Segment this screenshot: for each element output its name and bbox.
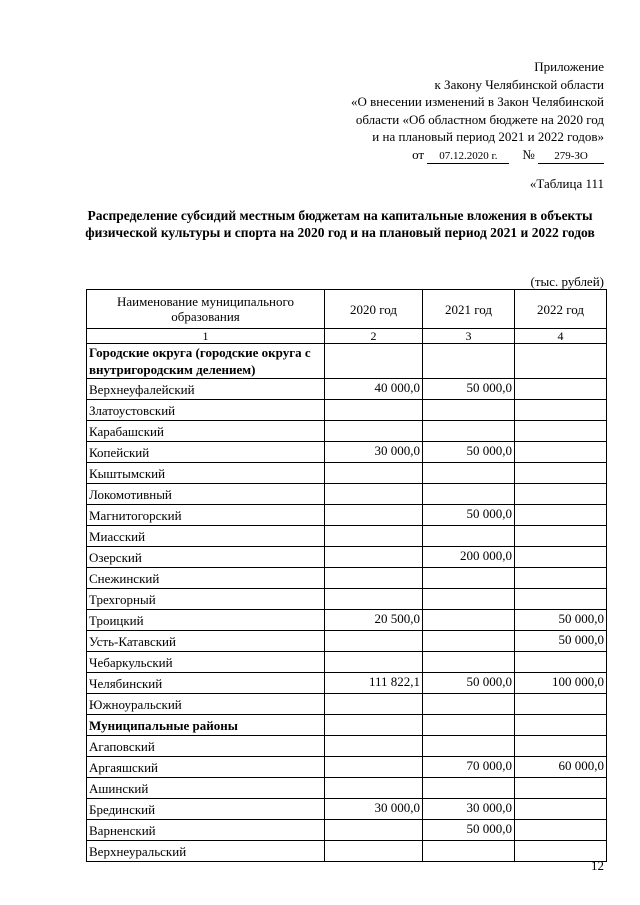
appendix-line: к Закону Челябинской области: [434, 76, 604, 92]
value-2022: [515, 379, 607, 400]
value-2020: 30 000,0: [325, 799, 423, 820]
municipality-name: Локомотивный: [87, 484, 325, 505]
municipality-name: Верхнеуральский: [87, 841, 325, 862]
value-2021: 50 000,0: [423, 379, 515, 400]
table-row: [87, 694, 607, 715]
value-2020: [325, 484, 423, 505]
number-label: №: [522, 146, 535, 162]
value-2022: [515, 547, 607, 568]
value-2020: [325, 631, 423, 652]
law-date: 07.12.2020 г.: [427, 150, 509, 164]
municipality-name: Ашинский: [87, 778, 325, 799]
value-2020: 111 822,1: [325, 673, 423, 694]
municipality-name: Верхнеуфалейский: [87, 379, 325, 400]
table-row: [87, 421, 607, 442]
value-2021: [423, 715, 515, 736]
value-2021: [423, 421, 515, 442]
value-2021: 30 000,0: [423, 799, 515, 820]
value-2022: [515, 799, 607, 820]
table-row: [87, 820, 607, 841]
column-number: 4: [515, 329, 607, 344]
table-row: [87, 841, 607, 862]
table-row: [87, 484, 607, 505]
column-number: 3: [423, 329, 515, 344]
value-2022: [515, 736, 607, 757]
value-2020: [325, 694, 423, 715]
municipality-name: Трехгорный: [87, 589, 325, 610]
value-2021: [423, 610, 515, 631]
municipality-name: Озерский: [87, 547, 325, 568]
units-label: (тыс. рублей): [530, 274, 604, 289]
value-2022: [515, 344, 607, 379]
value-2022: [515, 484, 607, 505]
value-2022: 100 000,0: [515, 673, 607, 694]
value-2020: 40 000,0: [325, 379, 423, 400]
value-2021: 50 000,0: [423, 442, 515, 463]
appendix-line: «О внесении изменений в Закон Челябинской: [350, 94, 604, 109]
appendix-line: Приложение: [534, 59, 604, 74]
value-2021: [423, 778, 515, 799]
value-2022: 50 000,0: [515, 631, 607, 652]
value-2022: [515, 589, 607, 610]
table-group-row: [87, 344, 607, 379]
table-row: [87, 652, 607, 673]
appendix-header: [274, 58, 604, 164]
table-row: [87, 757, 607, 778]
value-2020: [325, 526, 423, 547]
value-2020: [325, 589, 423, 610]
value-2022: [515, 652, 607, 673]
value-2021: [423, 694, 515, 715]
value-2021: [423, 484, 515, 505]
municipality-name: Троицкий: [87, 610, 325, 631]
value-2021: [423, 631, 515, 652]
value-2022: 50 000,0: [515, 610, 607, 631]
value-2020: [325, 652, 423, 673]
value-2020: [325, 344, 423, 379]
municipality-name: Копейский: [87, 442, 325, 463]
from-label: от: [412, 146, 425, 162]
table-row: [87, 547, 607, 568]
page-number: 12: [591, 858, 604, 873]
value-2020: 20 500,0: [325, 610, 423, 631]
value-2020: [325, 421, 423, 442]
municipality-name: Городские округа (городские округа с внутригородским делением): [87, 344, 325, 379]
municipality-name: Снежинский: [87, 568, 325, 589]
table-row: [87, 673, 607, 694]
value-2020: [325, 778, 423, 799]
table-row: [87, 799, 607, 820]
value-2020: 30 000,0: [325, 442, 423, 463]
value-2022: [515, 442, 607, 463]
table-row: [87, 400, 607, 421]
value-2020: [325, 715, 423, 736]
table-row: [87, 736, 607, 757]
value-2021: [423, 589, 515, 610]
municipality-name: Усть-Катавский: [87, 631, 325, 652]
table-row: [87, 631, 607, 652]
value-2022: 60 000,0: [515, 757, 607, 778]
value-2022: [515, 505, 607, 526]
column-number-row: [87, 329, 607, 344]
value-2020: [325, 757, 423, 778]
municipality-name: Магнитогорский: [87, 505, 325, 526]
value-2021: [423, 568, 515, 589]
value-2020: [325, 568, 423, 589]
value-2022: [515, 400, 607, 421]
value-2021: 70 000,0: [423, 757, 515, 778]
column-number: 1: [87, 329, 325, 344]
value-2021: 200 000,0: [423, 547, 515, 568]
municipality-name: Агаповский: [87, 736, 325, 757]
table-header-row: [87, 290, 607, 329]
value-2022: [515, 715, 607, 736]
value-2021: [423, 400, 515, 421]
value-2021: [423, 841, 515, 862]
value-2021: [423, 344, 515, 379]
table-row: [87, 463, 607, 484]
municipality-name: Карабашский: [87, 421, 325, 442]
value-2022: [515, 526, 607, 547]
table-row: [87, 379, 607, 400]
table-row: [87, 589, 607, 610]
value-2021: [423, 652, 515, 673]
value-2020: [325, 820, 423, 841]
value-2020: [325, 400, 423, 421]
value-2020: [325, 547, 423, 568]
value-2022: [515, 463, 607, 484]
document-title: Распределение субсидий местным бюджетам на капитальные вложения в объекты физической культуры и спорта на 2020 год и на плановый период 2021 и 2022 годов: [85, 208, 595, 240]
municipality-name: Муниципальные районы: [87, 715, 325, 736]
value-2021: [423, 736, 515, 757]
municipality-name: Челябинский: [87, 673, 325, 694]
value-2022: [515, 421, 607, 442]
table-row: [87, 442, 607, 463]
value-2020: [325, 736, 423, 757]
table-row: [87, 505, 607, 526]
value-2021: [423, 526, 515, 547]
municipality-name: Чебаркульский: [87, 652, 325, 673]
value-2020: [325, 505, 423, 526]
value-2020: [325, 841, 423, 862]
table-row: [87, 526, 607, 547]
municipality-name: Южноуральский: [87, 694, 325, 715]
value-2021: [423, 463, 515, 484]
table-group-row: [87, 715, 607, 736]
header-2022: 2022 год: [515, 290, 607, 329]
value-2021: 50 000,0: [423, 673, 515, 694]
municipality-name: Миасский: [87, 526, 325, 547]
law-number: 279-ЗО: [538, 150, 604, 164]
table-label: «Таблица 111: [529, 176, 604, 191]
municipality-name: Златоустовский: [87, 400, 325, 421]
appendix-line: и на плановый период 2021 и 2022 годов»: [372, 129, 604, 144]
municipality-name: Кыштымский: [87, 463, 325, 484]
header-municipality: Наименование муниципального образования: [87, 290, 325, 329]
value-2022: [515, 568, 607, 589]
law-date-number: [274, 146, 604, 164]
table-row: [87, 610, 607, 631]
value-2021: 50 000,0: [423, 505, 515, 526]
table-row: [87, 568, 607, 589]
value-2022: [515, 778, 607, 799]
value-2021: 50 000,0: [423, 820, 515, 841]
municipality-name: Брединский: [87, 799, 325, 820]
appendix-line: области «Об областном бюджете на 2020 год: [355, 111, 604, 127]
header-2020: 2020 год: [325, 290, 423, 329]
table-row: [87, 778, 607, 799]
value-2022: [515, 694, 607, 715]
column-number: 2: [325, 329, 423, 344]
municipality-name: Аргаяшский: [87, 757, 325, 778]
value-2022: [515, 820, 607, 841]
value-2020: [325, 463, 423, 484]
subsidy-table: [86, 289, 607, 862]
municipality-name: Варненский: [87, 820, 325, 841]
header-2021: 2021 год: [423, 290, 515, 329]
